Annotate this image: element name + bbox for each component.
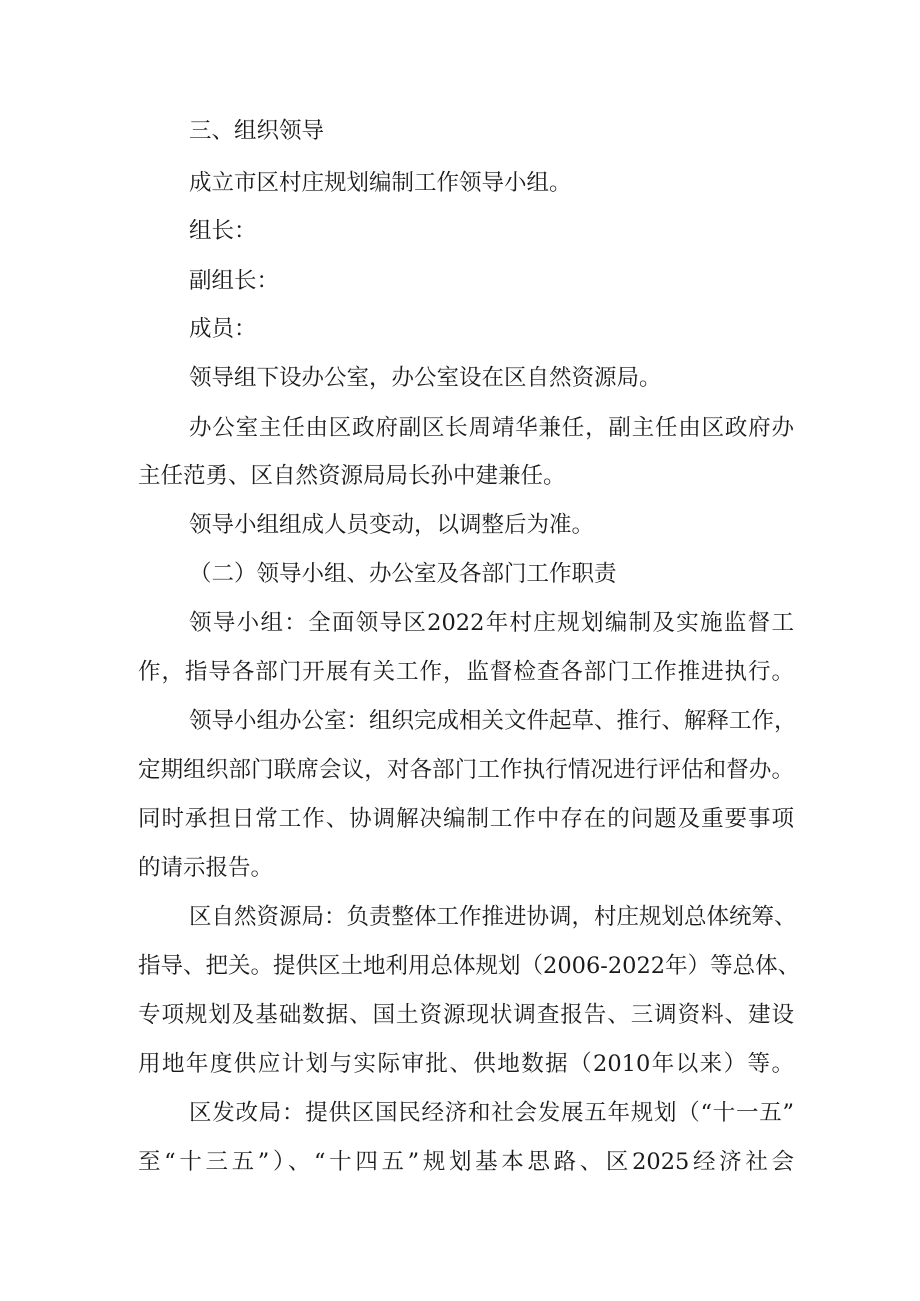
paragraph-line: 区自然资源局：负责整体工作推进协调，村庄规划总体统筹、 bbox=[189, 904, 797, 930]
subsection-heading: （二）领导小组、办公室及各部门工作职责 bbox=[189, 561, 617, 587]
paragraph-line: 成立市区村庄规划编制工作领导小组。 bbox=[189, 170, 572, 196]
paragraph-line: 至“十三五”）、“十四五”规划基本思路、区2025经济社会 bbox=[138, 1149, 794, 1175]
paragraph-line: 领导小组组成人员变动，以调整后为准。 bbox=[189, 512, 595, 538]
paragraph-line: 指导、把关。提供区土地利用总体规划（2006-2022年）等总体、 bbox=[138, 953, 801, 979]
paragraph-line: 办公室主任由区政府副区长周靖华兼任，副主任由区政府办 bbox=[189, 415, 794, 441]
paragraph-line: 同时承担日常工作、协调解决编制工作中存在的问题及重要事项 bbox=[138, 806, 794, 832]
paragraph-line: 用地年度供应计划与实际审批、供地数据（2010年以来）等。 bbox=[138, 1051, 794, 1077]
paragraph-line: 领导小组办公室：组织完成相关文件起草、推行、解释工作， bbox=[189, 708, 797, 734]
paragraph-line: 区发改局：提供区国民经济和社会发展五年规划（“十一五” bbox=[189, 1100, 794, 1126]
paragraph-line: 作，指导各部门开展有关工作，监督检查各部门工作推进执行。 bbox=[138, 659, 794, 685]
paragraph-line: 定期组织部门联席会议，对各部门工作执行情况进行评估和督办。 bbox=[138, 757, 794, 783]
paragraph-line: 的请示报告。 bbox=[138, 855, 274, 881]
paragraph-line: 专项规划及基础数据、国土资源现状调查报告、三调资料、建设 bbox=[138, 1002, 794, 1028]
paragraph-line: 领导组下设办公室，办公室设在区自然资源局。 bbox=[189, 365, 662, 391]
paragraph-line: 领导小组：全面领导区2022年村庄规划编制及实施监督工 bbox=[189, 610, 794, 636]
paragraph-line: 组长： bbox=[189, 218, 257, 244]
paragraph-line: 主任范勇、区自然资源局局长孙中建兼任。 bbox=[138, 463, 566, 489]
section-heading: 三、组织领导 bbox=[189, 118, 325, 144]
paragraph-line: 成员： bbox=[189, 316, 257, 342]
paragraph-line: 副组长： bbox=[189, 268, 280, 294]
